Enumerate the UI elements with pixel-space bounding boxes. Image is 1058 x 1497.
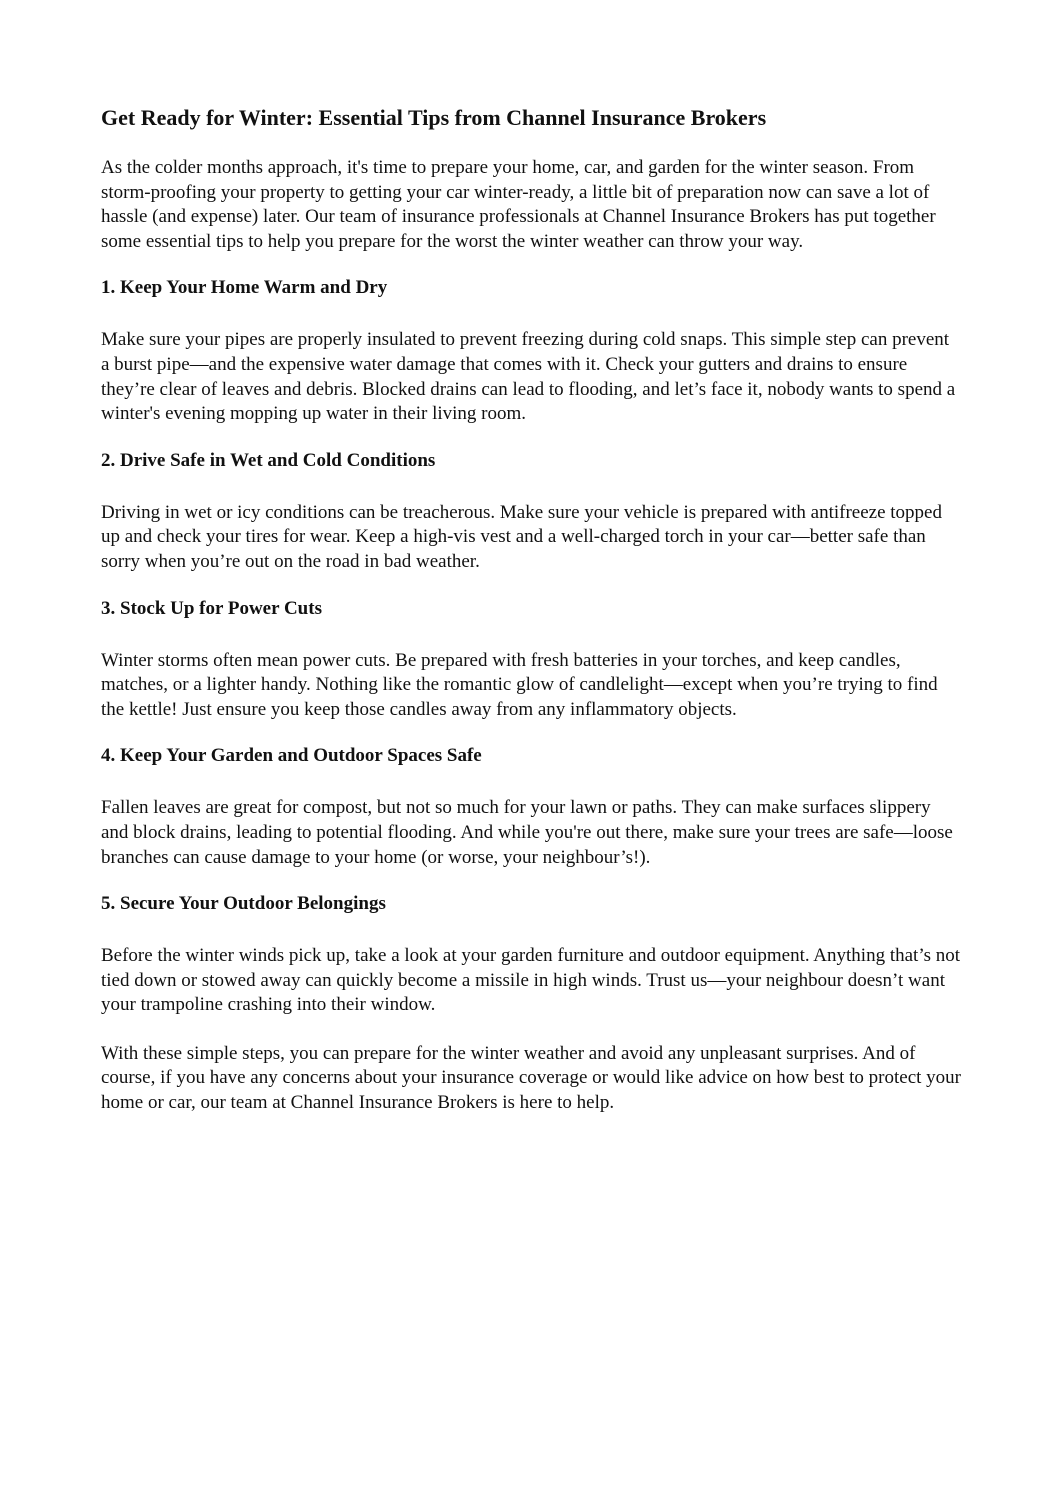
section-home-warm-dry (101, 276, 961, 426)
section-drive-safe (101, 449, 961, 575)
section-body: Driving in wet or icy conditions can be treacherous. Make sure your vehicle is prepared with antifreeze topped up and check your tires for wear. Keep a high-vis vest and a well-charged torch in your car—better safe than sorry when you’re out on the road in bad weather. (101, 501, 942, 572)
document-page (101, 100, 961, 1116)
section-heading: 2. Drive Safe in Wet and Cold Conditions (101, 449, 436, 471)
section-body: Fallen leaves are great for compost, but not so much for your lawn or paths. They can make surfaces slippery and block drains, leading to potential flooding. And while you're out there, make sure your trees are safe—loose branches can cause damage to your home (or worse, your neighbour’s!). (101, 797, 953, 868)
section-heading: 3. Stock Up for Power Cuts (101, 597, 322, 619)
section-power-cuts (101, 597, 961, 723)
closing-paragraph: With these simple steps, you can prepare for the winter weather and avoid any unpleasant surprises. And of course, if you have any concerns about your insurance coverage or would like advice on how best to protect your home or car, our team at Channel Insurance Brokers is here to help. (101, 1042, 961, 1114)
section-garden-safe (101, 744, 961, 870)
page-title: Get Ready for Winter: Essential Tips from Channel Insurance Brokers (101, 105, 767, 130)
section-heading: 5. Secure Your Outdoor Belongings (101, 893, 386, 915)
section-outdoor-belongings (101, 892, 961, 1018)
section-heading: 1. Keep Your Home Warm and Dry (101, 277, 388, 299)
section-body: Winter storms often mean power cuts. Be prepared with fresh batteries in your torches, and keep candles, matches, or a lighter handy. Nothing like the romantic glow of candlelight—except when you’re trying to find the kettle! Just ensure you keep those candles away from any inflammatory objects. (101, 649, 938, 720)
intro-paragraph: As the colder months approach, it's time to prepare your home, car, and garden for the winter season. From storm-proofing your property to getting your car winter-ready, a little bit of preparation now can save a lot of hassle (and expense) later. Our team of insurance professionals at Channel Insurance Brokers has put together some essential tips to help you prepare for the worst the winter weather can throw your way. (101, 157, 936, 252)
section-body: Make sure your pipes are properly insulated to prevent freezing during cold snaps. This simple step can prevent a burst pipe—and the expensive water damage that comes with it. Check your gutters and drains to ensure they’re clear of leaves and debris. Blocked drains can lead to flooding, and let’s face it, nobody wants to spend a winter's evening mopping up water in their living room. (101, 329, 956, 425)
section-body: Before the winter winds pick up, take a look at your garden furniture and outdoor equipment. Anything that’s not tied down or stowed away can quickly become a missile in high winds. Trust us—your neighbour doesn’t want your trampoline crashing into their window. (101, 945, 961, 1016)
section-heading: 4. Keep Your Garden and Outdoor Spaces Safe (101, 745, 482, 767)
